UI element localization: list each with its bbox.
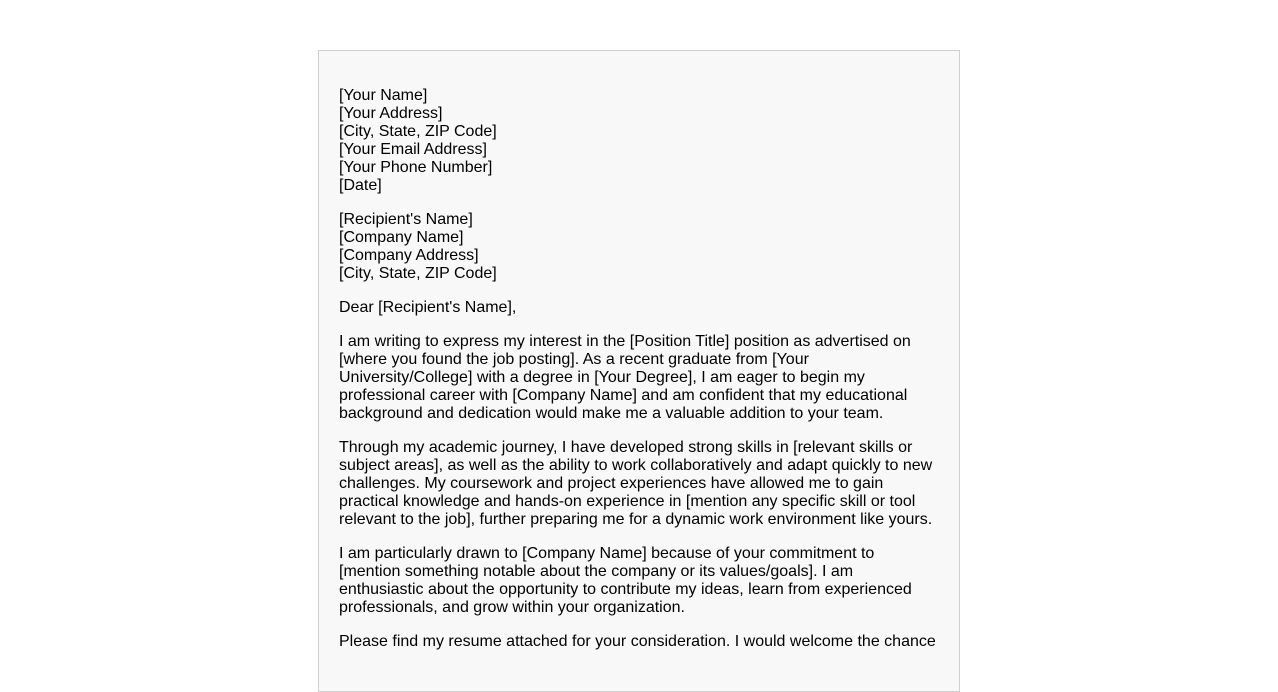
recipient-company: [Company Name] <box>339 229 464 246</box>
recipient-city-state-zip: [City, State, ZIP Code] <box>339 265 497 282</box>
cover-letter-document <box>318 50 960 692</box>
body-paragraph-closing: Please find my resume attached for your consideration. I would welcome the chance <box>339 633 936 650</box>
sender-email: [Your Email Address] <box>339 141 487 158</box>
salutation: Dear [Recipient's Name], <box>339 299 517 316</box>
body-paragraph-company-interest: I am particularly drawn to [Company Name] because of your commitment to [mention something notable about the company or its values/goals]. I am enthusiastic about the opportunity to contribute my ideas, learn from experienced professionals, and grow within your organization. <box>339 545 912 616</box>
body-paragraph-skills: Through my academic journey, I have developed strong skills in [relevant skills or subject areas], as well as the ability to work collaboratively and adapt quickly to new challenges. My coursework and project experiences have allowed me to gain practical knowledge and hands-on experience in [mention any specific skill or tool relevant to the job], further preparing me for a dynamic work environment like yours. <box>339 439 933 528</box>
sender-city-state-zip: [City, State, ZIP Code] <box>339 123 497 140</box>
recipient-name: [Recipient's Name] <box>339 211 473 228</box>
body-paragraph-intro: I am writing to express my interest in the [Position Title] position as advertised on [where you found the job posting]. As a recent graduate from [Your University/College] with a degree in [Your Degree], I am eager to begin my professional career with [Company Name] and am confident that my educational background and dedication would make me a valuable addition to your team. <box>339 333 911 422</box>
sender-phone: [Your Phone Number] <box>339 159 493 176</box>
sender-address: [Your Address] <box>339 105 443 122</box>
letter-date: [Date] <box>339 177 382 194</box>
recipient-info-block <box>339 211 939 283</box>
sender-name: [Your Name] <box>339 87 428 104</box>
recipient-company-address: [Company Address] <box>339 247 479 264</box>
sender-info-block <box>339 87 939 195</box>
